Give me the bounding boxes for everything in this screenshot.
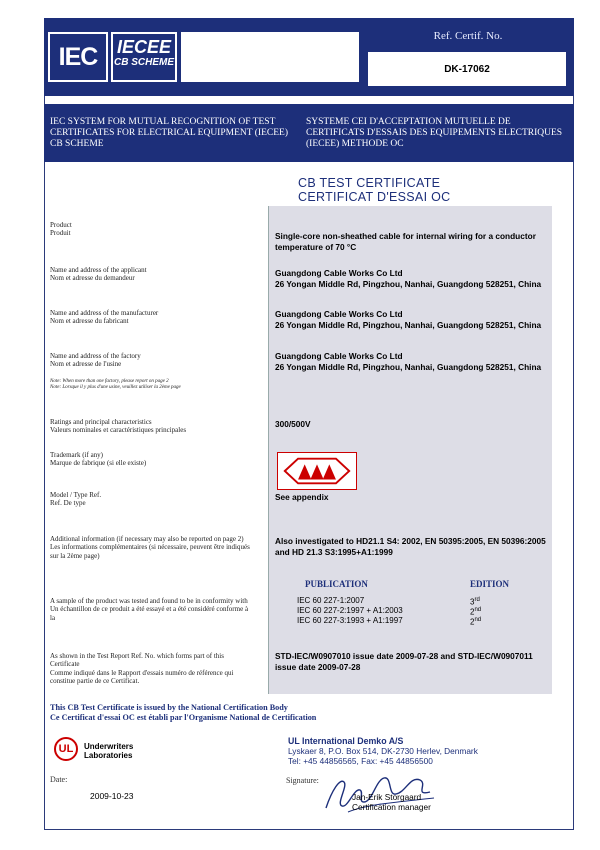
label-model-en: Model / Type Ref. (50, 491, 102, 499)
factory-note-en: Note: When more than one factory, please report on page 2 (50, 379, 169, 384)
iecee-logo-text: IECEE (116, 37, 172, 57)
label-manufacturer (50, 309, 250, 326)
signer-block (352, 792, 431, 812)
label-factory-en: Name and address of the factory (50, 352, 141, 360)
cb-scheme-logo-text: CB SCHEME (113, 57, 174, 68)
publication-item: IEC 60 227-1:2007 (297, 596, 365, 605)
aaa-logo-triangle-3 (323, 464, 336, 479)
value-ratings: 300/500V (275, 419, 311, 429)
label-trademark-en: Trademark (if any) (50, 451, 104, 459)
label-applicant-fr: Nom et adresse du demandeur (50, 274, 135, 283)
header-blank-box (181, 32, 359, 82)
edition-suffix: rd (474, 597, 480, 603)
label-manufacturer-en: Name and address of the manufacturer (50, 309, 159, 317)
aaa-logo-triangle-2 (310, 464, 323, 479)
ul-name-line-1: Underwriters (84, 742, 134, 751)
signature-label: Signature: (286, 776, 319, 785)
certification-body (288, 736, 478, 766)
label-ratings-fr: Valeurs nominales et caractéristiques principales (50, 426, 187, 435)
publication-header: PUBLICATION (305, 579, 368, 589)
publication-item: IEC 60 227-3:1993 + A1:1997 (297, 616, 403, 625)
factory-note-fr: Note: Lorsque il y plus d'une usine, veuillez utiliser la 2ème page (50, 385, 181, 390)
system-band (44, 104, 574, 162)
label-report (50, 652, 250, 686)
edition-number: 3 (470, 597, 475, 607)
certificate-title-en: CB TEST CERTIFICATE (298, 176, 441, 190)
issuing-statement (50, 703, 316, 723)
label-product-fr: Produit (50, 229, 71, 238)
value-additional: Also investigated to HD21.1 S4: 2002, EN 50395:2005, EN 50396:2005 and HD 21.3 S3:1995+A1:1999 (275, 536, 546, 557)
value-report: STD-IEC/W0907010 issue date 2009-07-28 and STD-IEC/W0907011 issue date 2009-07-28 (275, 651, 533, 672)
issuing-statement-en: This CB Test Certificate is issued by the National Certification Body (50, 703, 288, 712)
certificate-title (298, 176, 450, 204)
system-title-fr: SYSTEME CEI D'ACCEPTATION MUTUELLE DE CERTIFICATS D'ESSAIS DES EQUIPEMENTS ELECTRIQUES (IECEE) METHODE OC (306, 117, 563, 149)
iec-logo: IEC (48, 32, 108, 82)
label-sample (50, 597, 250, 622)
certificate-title-fr: CERTIFICAT D'ESSAI OC (298, 190, 451, 204)
aaa-trademark-logo (277, 452, 357, 490)
label-factory-fr: Nom et adresse de l'usine (50, 360, 122, 369)
label-ratings-en: Ratings and principal characteristics (50, 418, 152, 426)
factory-address: 26 Yongan Middle Rd, Pingzhou, Nanhai, Guangdong 528251, China (275, 361, 542, 372)
edition-number: 2 (470, 617, 475, 627)
applicant-address: 26 Yongan Middle Rd, Pingzhou, Nanhai, Guangdong 528251, China (275, 278, 542, 289)
signer-title: Certification manager (352, 802, 431, 812)
org-address: Lyskaer 8, P.O. Box 514, DK-2730 Herlev, Denmark (288, 746, 478, 756)
label-factory-note (50, 379, 250, 391)
ref-certif-label: Ref. Certif. No. (433, 30, 503, 42)
system-title-en: IEC SYSTEM FOR MUTUAL RECOGNITION OF TEST CERTIFICATES FOR ELECTRICAL EQUIPMENT (IECEE) CB SCHEME (50, 117, 288, 149)
publication-item: IEC 60 227-2:1997 + A1:2003 (297, 606, 403, 615)
value-product: Single-core non-sheathed cable for internal wiring for a conductor temperature of 70 °C (275, 231, 536, 252)
value-factory (275, 351, 550, 372)
edition-suffix: nd (474, 617, 482, 623)
label-factory (50, 352, 250, 369)
label-applicant (50, 266, 250, 283)
label-model-fr: Ref. De type (50, 499, 86, 508)
label-product-en: Product (50, 221, 72, 229)
ul-name (84, 742, 133, 760)
label-report-en: As shown in the Test Report Ref. No. which forms part of this Certificate (50, 652, 224, 669)
value-manufacturer (275, 309, 550, 330)
label-additional-en: Additional information (if necessary may also be reported on page 2) (50, 535, 244, 543)
edition-header: EDITION (470, 579, 510, 589)
ul-name-line-2: Laboratories (84, 751, 133, 760)
edition-item (470, 616, 481, 627)
iecee-logo (111, 32, 177, 82)
label-manufacturer-fr: Nom et adresse du fabricant (50, 317, 129, 326)
label-trademark (50, 451, 250, 468)
value-model: See appendix (275, 492, 329, 502)
date-value: 2009-10-23 (90, 791, 134, 801)
ref-certif-number: DK-17062 (368, 52, 566, 86)
manufacturer-name: Guangdong Cable Works Co Ltd (275, 309, 403, 319)
label-report-fr: Comme indiqué dans le Rapport d'essais numéro de référence qui constitue partie de ce Certificat. (50, 668, 234, 686)
manufacturer-address: 26 Yongan Middle Rd, Pingzhou, Nanhai, Guangdong 528251, China (275, 319, 542, 330)
label-additional-fr: Les informations complémentaires (si nécessaire, peuvent être indiqués sur la 2ème page) (50, 543, 250, 560)
edition-suffix: nd (474, 607, 482, 613)
date-label: Date: (50, 775, 68, 784)
applicant-name: Guangdong Cable Works Co Ltd (275, 268, 403, 278)
label-trademark-fr: Marque de fabrique (si elle existe) (50, 459, 147, 468)
org-name: UL International Demko A/S (288, 736, 404, 746)
aaa-logo-triangle-1 (298, 464, 311, 479)
issuing-statement-fr-bold: National de Certification (229, 713, 317, 722)
value-applicant (275, 268, 550, 289)
label-additional (50, 535, 250, 560)
issuing-statement-fr-text: Ce Certificat d'essai OC est établi par l'Organisme (50, 713, 230, 722)
label-sample-en: A sample of the product was tested and found to be in conformity with (50, 597, 248, 605)
org-tel: Tel: +45 44856565, Fax: +45 44856500 (288, 756, 433, 766)
ul-logo: UL (54, 737, 78, 761)
edition-number: 2 (470, 607, 475, 617)
label-sample-fr: Un échantillon de ce produit a été essayé et a été considéré conforme à la (50, 605, 249, 622)
label-applicant-en: Name and address of the applicant (50, 266, 147, 274)
issuing-statement-fr (50, 713, 316, 723)
factory-name: Guangdong Cable Works Co Ltd (275, 351, 403, 361)
signer-name: Jan-Erik Storgaard (352, 792, 422, 802)
label-ratings (50, 418, 250, 435)
label-model (50, 491, 250, 508)
label-product (50, 221, 250, 238)
